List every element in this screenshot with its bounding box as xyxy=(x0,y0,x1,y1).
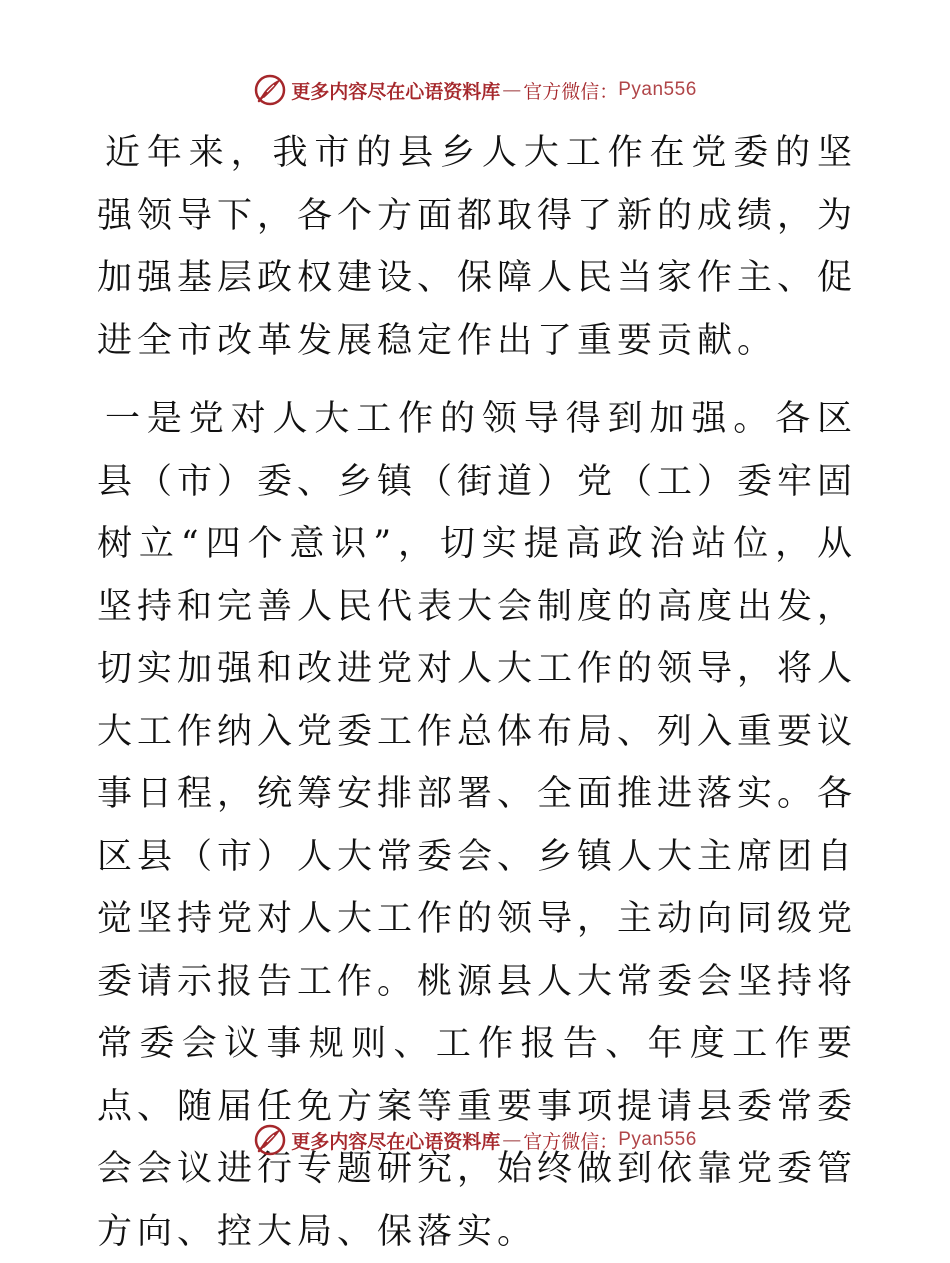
banner-wechat-account: Pyan556 xyxy=(618,79,697,100)
banner-separator: — xyxy=(502,79,522,101)
banner-separator: — xyxy=(502,1129,522,1151)
header-watermark xyxy=(0,70,950,110)
document-body xyxy=(97,122,857,1263)
quill-pen-logo-icon xyxy=(253,1123,287,1157)
banner-site-text: 更多内容尽在心语资料库 xyxy=(291,1130,501,1153)
paragraph-intro: 近年来，我市的县乡人大工作在党委的坚强领导下，各个方面都取得了新的成绩，为加强基层政权建设、保障人民当家作主、促进全市改革发展稳定作出了重要贡献。 xyxy=(97,133,858,361)
footer-watermark xyxy=(0,1120,950,1160)
banner-site-text: 更多内容尽在心语资料库 xyxy=(291,80,501,103)
paragraph-point-one: 一是党对人大工作的领导得到加强。各区县（市）委、乡镇（街道）党（工）委牢固树立“四个意识”，切实提高政治站位，从坚持和完善人民代表大会制度的高度出发，切实加强和改进党对人大工作的领导，将人大工作纳入党委工作总体布局、列入重要议事日程，统筹安排部署、全面推进落实。各区县（市）人大常委会、乡镇人大主席团自觉坚持党对人大工作的领导，主动向同级党委请示报告工作。桃源县人大常委会坚持将常委会议事规则、工作报告、年度工作要点、随届任免方案等重要事项提请县委常委会会议进行专题研究，始终做到依靠党委管方向、控大局、保落实。 xyxy=(97,399,858,1252)
banner-wechat-label: 官方微信： xyxy=(523,80,619,103)
quill-pen-logo-icon xyxy=(253,73,287,107)
banner-wechat-label: 官方微信： xyxy=(523,1130,619,1153)
banner-wechat-account: Pyan556 xyxy=(618,1129,697,1150)
